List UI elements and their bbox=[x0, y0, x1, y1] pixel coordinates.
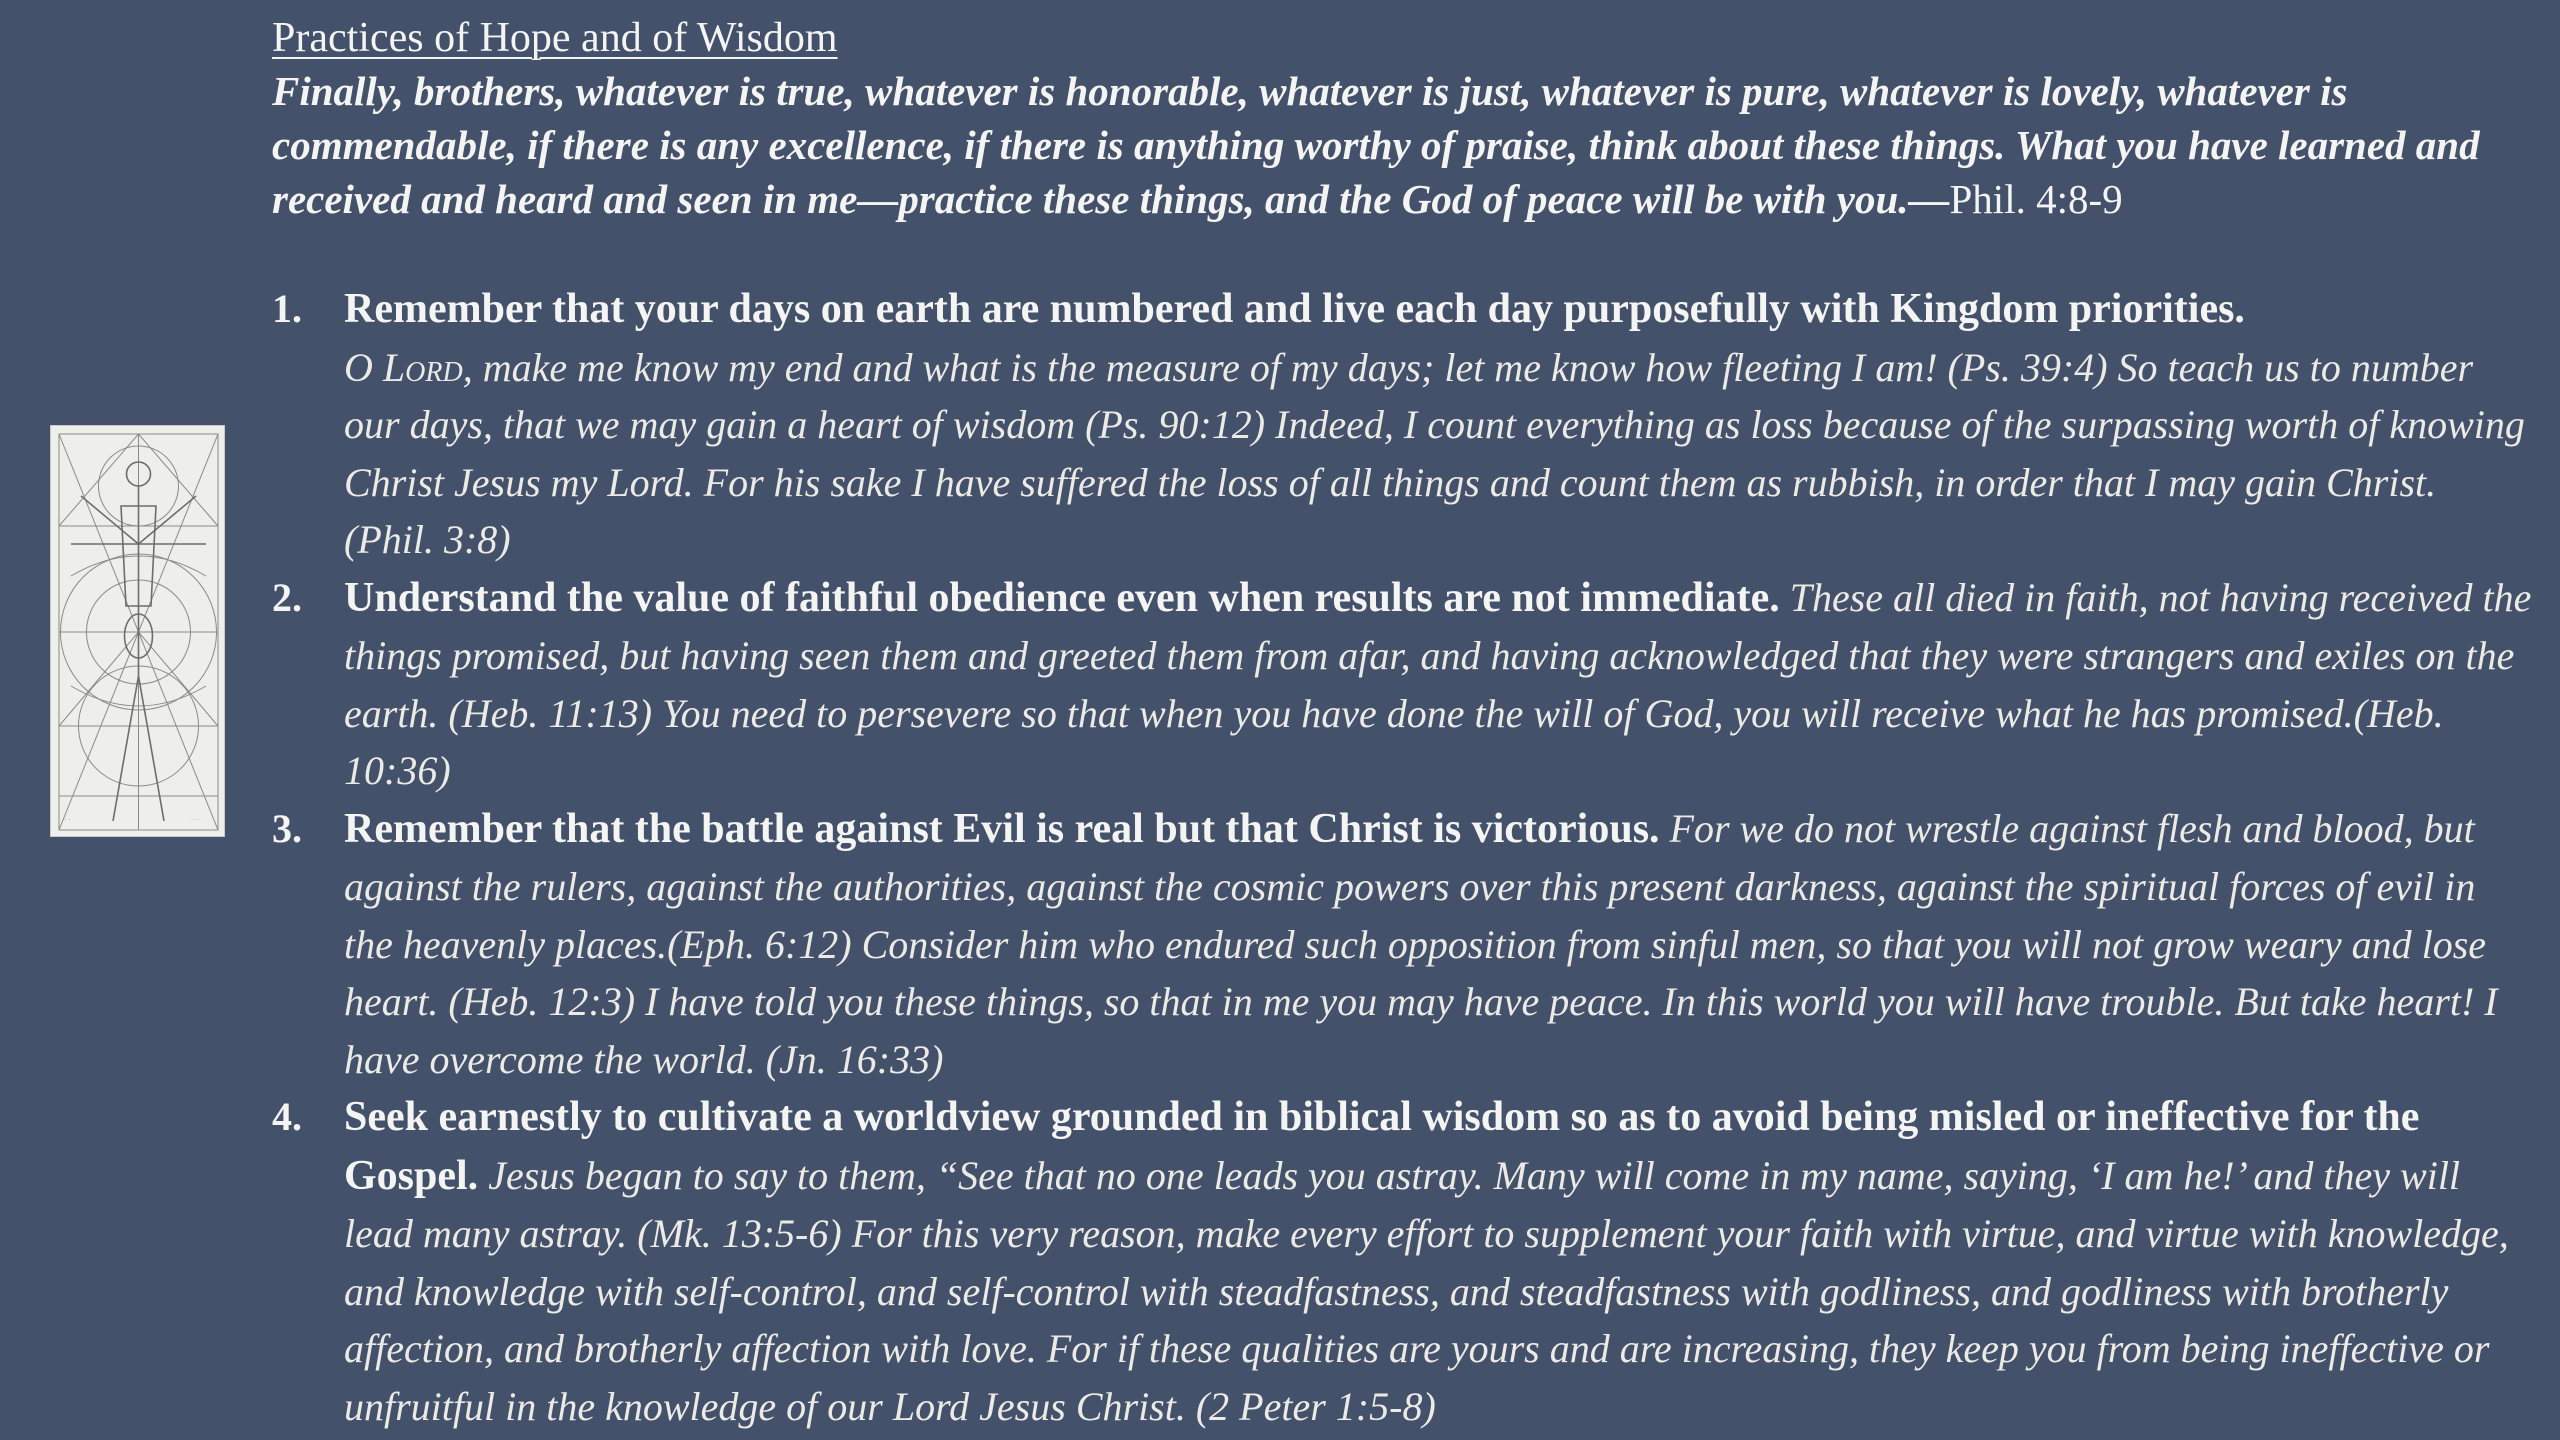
practice-list bbox=[272, 280, 2534, 1435]
practice-scripture bbox=[344, 345, 2525, 563]
practice-number: 2. bbox=[272, 574, 302, 620]
practice-scripture: Jesus began to say to them, “See that no one leads you astray. Many will come in my name, saying, ‘I am he!’ and they will lead many astray. (Mk. 13:5-6) For this very reason, make every effort to supplement your faith with virtue, and virtue with knowledge, and knowledge with self-control, and self-control with steadfastness, and steadfastness with godliness, and godliness with brotherly affection, and brotherly affection with love. For if these qualities are yours and are increasing, they keep you from being ineffective or unfruitful in the knowledge of our Lord Jesus Christ. (2 Peter 1:5-8) bbox=[344, 1152, 2509, 1429]
slide-title: Practices of Hope and of Wisdom bbox=[272, 15, 838, 61]
practice-item-1 bbox=[272, 280, 2534, 569]
epigraph bbox=[272, 64, 2512, 226]
practice-item-4 bbox=[272, 1088, 2534, 1435]
practice-heading: Seek earnestly to cultivate a worldview grounded in biblical wisdom so as to avoid being misled or ineffective for the Gospel. bbox=[344, 1094, 2420, 1199]
practice-item-3 bbox=[272, 800, 2534, 1089]
practice-heading: Remember that the battle against Evil is real but that Christ is victorious. bbox=[344, 805, 1660, 852]
scripture-lord: Lord bbox=[382, 344, 463, 390]
epigraph-text: Finally, brothers, whatever is true, whatever is honorable, whatever is just, whatever is pure, whatever is lovely, whatever is commendable, if there is any excellence, if there is anything worthy of praise, think about these things. What you have learned and received and heard and seen in me—practice these things, and the God of peace will be with you.— bbox=[272, 68, 2480, 222]
scripture-text: , make me know my end and what is the measure of my days; let me know how fleeting I am! (Ps. 39:4) So teach us to number our days, that we may gain a heart of wisdom (Ps. 90:12) Indeed, I count everything as loss because of the surpassing worth of knowing Christ Jesus my Lord. For his sake I have suffered the loss of all things and count them as rubbish, in order that I may gain Christ. (Phil. 3:8) bbox=[344, 344, 2525, 562]
epigraph-reference: Phil. 4:8-9 bbox=[1949, 176, 2123, 222]
svg-text:·· ·: ·· · bbox=[63, 817, 71, 824]
practice-heading: Remember that your days on earth are numbered and live each day purposefully with Kingdom priorities. bbox=[344, 286, 2245, 332]
practice-number: 3. bbox=[272, 805, 302, 851]
practice-number: 1. bbox=[272, 286, 302, 331]
practice-item-2 bbox=[272, 569, 2534, 800]
practice-scripture: These all died in faith, not having received the things promised, but having seen them and greeted them from afar, and having acknowledged that they were strangers and exiles on the earth. (Heb. 11:13) You need to persevere so that when you have done the will of God, you will receive what he has promised.(Heb. 10:36) bbox=[344, 574, 2532, 793]
svg-text:·· ·: ·· · bbox=[191, 817, 199, 824]
practice-heading: Understand the value of faithful obedience even when results are not immediate. bbox=[344, 574, 1780, 621]
practice-scripture: For we do not wrestle against flesh and blood, but against the rulers, against the authorities, against the cosmic powers over this present darkness, against the spiritual forces of evil in the heavenly places.(Eph. 6:12) Consider him who endured such opposition from sinful men, so that you will not grow weary and lose heart. (Heb. 12:3) I have told you these things, so that in me you may have peace. In this world you will have trouble. But take heart! I have overcome the world. (Jn. 16:33) bbox=[344, 805, 2498, 1082]
geometric-human-figure-drawing bbox=[50, 425, 225, 837]
practice-number: 4. bbox=[272, 1094, 302, 1139]
figure-illustration bbox=[51, 426, 225, 837]
scripture-lead: O bbox=[344, 344, 383, 390]
